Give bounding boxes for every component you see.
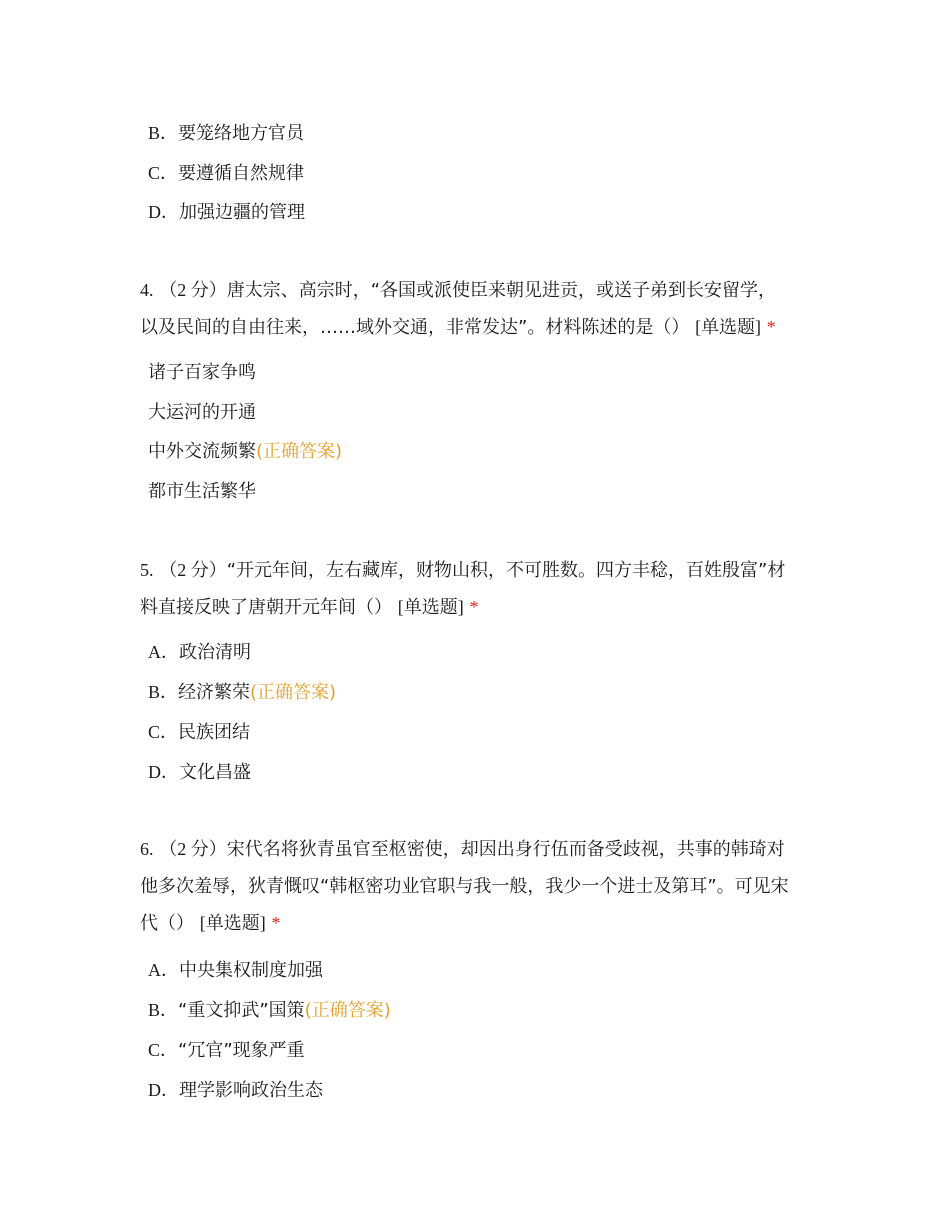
q5-option-d[interactable] — [148, 760, 251, 785]
option-text: 民族团结 — [178, 722, 251, 743]
question-type: [单选题] — [397, 597, 464, 617]
question-type: [单选题] — [695, 317, 762, 337]
q4-option-3[interactable] — [148, 440, 342, 464]
q6-option-b[interactable] — [148, 998, 391, 1023]
option-text: 中央集权制度加强 — [179, 960, 323, 981]
question-score: （2 分） — [159, 280, 227, 300]
option-text: 要笼络地方官员 — [178, 123, 305, 144]
question-number: 6. — [140, 839, 154, 859]
q6-option-d[interactable] — [148, 1078, 323, 1103]
q4-option-4[interactable] — [148, 480, 256, 504]
q4-option-2[interactable] — [148, 401, 256, 425]
option-letter: A． — [148, 642, 179, 662]
option-letter: D． — [148, 1080, 179, 1100]
q6-stem-line1 — [140, 831, 820, 868]
q6-option-c[interactable] — [148, 1038, 305, 1063]
q3-option-d[interactable] — [148, 200, 305, 225]
option-text: 经济繁荣 — [178, 682, 251, 703]
option-letter: C． — [148, 1040, 179, 1060]
option-text: 诸子百家争鸣 — [148, 362, 256, 383]
q6-stem-line3 — [140, 905, 820, 942]
option-text: 政治清明 — [179, 642, 251, 663]
required-mark: * — [271, 913, 281, 933]
q5-option-c[interactable] — [148, 720, 250, 745]
option-letter: B． — [148, 682, 179, 702]
q5-stem-line1 — [140, 552, 820, 589]
question-text: 代（） — [140, 913, 194, 934]
question-text: 料直接反映了唐朝开元年间（） — [140, 597, 392, 618]
q3-option-c[interactable] — [148, 161, 304, 186]
question-number: 4. — [140, 280, 154, 300]
option-text: 中外交流频繁 — [148, 441, 256, 462]
q4-option-1[interactable] — [148, 361, 256, 385]
q6-stem-line2 — [140, 868, 820, 905]
correct-answer-mark: (正确答案) — [250, 682, 337, 703]
q3-option-b[interactable] — [148, 121, 304, 146]
option-letter: D． — [148, 762, 179, 782]
option-text: 都市生活繁华 — [148, 481, 256, 502]
question-text: 他多次羞辱，狄青慨叹“韩枢密功业官职与我一般，我少一个进士及第耳”。可见宋 — [140, 876, 789, 897]
option-letter: D． — [148, 202, 179, 222]
option-text: 文化昌盛 — [179, 762, 251, 783]
option-text: “冗官”现象严重 — [178, 1040, 305, 1061]
correct-answer-mark: (正确答案) — [304, 1000, 391, 1021]
required-mark: * — [766, 317, 776, 337]
q5-stem — [140, 552, 820, 626]
option-text: 大运河的开通 — [148, 402, 256, 423]
q6-option-a[interactable] — [148, 958, 323, 983]
q5-option-a[interactable] — [148, 640, 251, 665]
option-letter: C． — [148, 722, 179, 742]
required-mark: * — [469, 597, 479, 617]
question-number: 5. — [140, 560, 154, 580]
q4-stem-line2 — [140, 309, 820, 346]
question-type: [单选题] — [199, 913, 266, 933]
question-score: （2 分） — [159, 560, 227, 580]
question-text: 宋代名将狄青虽官至枢密使，却因出身行伍而备受歧视，共事的韩琦对 — [226, 839, 785, 860]
option-text: “重文抑武”国策 — [178, 1000, 305, 1021]
q6-stem — [140, 831, 820, 942]
q5-option-b[interactable] — [148, 680, 336, 705]
question-text: 以及民间的自由往来，……域外交通，非常发达”。材料陈述的是（） — [140, 317, 690, 338]
question-score: （2 分） — [159, 839, 227, 859]
option-text: 理学影响政治生态 — [179, 1080, 323, 1101]
question-text: “开元年间，左右藏库，财物山积，不可胜数。四方丰稔，百姓殷富”材 — [226, 560, 786, 581]
option-letter: C． — [148, 163, 179, 183]
option-letter: B． — [148, 1000, 179, 1020]
question-text: 唐太宗、高宗时，“各国或派使臣来朝见进贡，或送子弟到长安留学， — [226, 280, 777, 301]
q5-stem-line2 — [140, 589, 820, 626]
q4-stem-line1 — [140, 272, 820, 309]
option-text: 要遵循自然规律 — [178, 163, 305, 184]
option-letter: B． — [148, 123, 179, 143]
q4-stem — [140, 272, 820, 346]
option-text: 加强边疆的管理 — [179, 202, 305, 223]
correct-answer-mark: (正确答案) — [256, 441, 343, 462]
option-letter: A． — [148, 960, 179, 980]
